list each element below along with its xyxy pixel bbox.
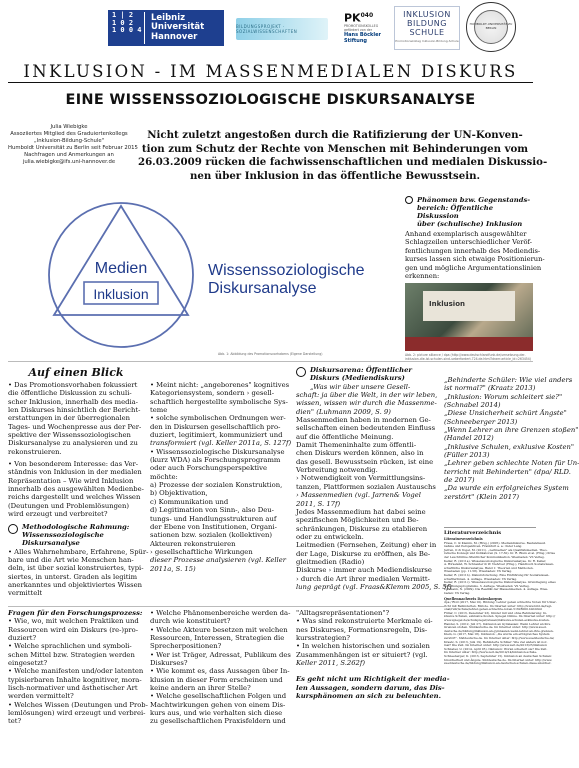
ibs-title-line: BILDUNG bbox=[406, 19, 447, 28]
text-line: der Ebene von Institutionen, Organi- bbox=[150, 522, 277, 531]
text-line: Sprecherpositionen? bbox=[150, 642, 222, 651]
text-line: zu gesellschaftlichen Praxisfeldern und bbox=[150, 717, 286, 726]
heading-line: Diskursanalyse bbox=[22, 539, 80, 548]
source-line: www.spiegel.de/schulspiegel/wissen/inklusive-schulen-exklusive-kosten- bbox=[444, 618, 550, 623]
text-line: erstattungen in der überregionalen bbox=[8, 414, 131, 423]
headline-line: de 2017) bbox=[444, 476, 475, 485]
text-line: reichs dargestellt und welches Wissen bbox=[8, 493, 141, 502]
lower-divider bbox=[8, 606, 444, 607]
ibs-subtitle: Promotionskolleg Inklusion-Bildung-Schule bbox=[395, 39, 459, 43]
text-line: • Welche Phänomenbereiche werden da- bbox=[150, 609, 291, 617]
text-line: • Welches Wissen (Deutungen und Prob- bbox=[8, 700, 148, 709]
logo-digits bbox=[112, 12, 145, 44]
source-line: sueddeutsche.de/bildung/inklusion-an-deutschen-schulen-diese-unsicher- bbox=[444, 661, 552, 666]
pk-line: gefördert von der bbox=[344, 27, 373, 32]
source-line: Schneeberger, K. (2013, September 15). Inklusion an deutschen Schulen: bbox=[444, 654, 552, 658]
heading-line: Diskurs (Mediendiskurs) bbox=[310, 374, 405, 383]
text-line: 2011, S. 17f) bbox=[296, 499, 341, 508]
text-line: Schlagzeilen unterschiedlicher Veröf- bbox=[405, 238, 533, 247]
headline-line: (Schneeberger 2013) bbox=[444, 417, 518, 426]
text-line: Keller 2011, S.262f) bbox=[296, 659, 366, 668]
heading-line: Phänomen bzw. Gegenstands- bbox=[417, 196, 531, 204]
discourse-arena-column bbox=[296, 366, 452, 591]
headline-line: (Handel 2012) bbox=[444, 434, 494, 443]
title-divider bbox=[8, 82, 533, 83]
text-line: tet? bbox=[8, 717, 22, 726]
literature-list bbox=[444, 536, 557, 666]
author-info bbox=[8, 124, 138, 166]
reference-line: baden: VS Verlag. bbox=[444, 590, 471, 595]
source-line: Im Internet unter: http://www.zeit.de/2014/14/inklusion-schule- bbox=[444, 650, 538, 655]
text-line: • Wer ist Träger, Adressat, Publikum des bbox=[150, 650, 291, 659]
source-line: Grenzen stoßen. Süddeutsche.de. Im Internet unter: http://www.sued- bbox=[444, 625, 547, 630]
ibs-title-line: SCHULE bbox=[409, 28, 445, 37]
source-line: mal? Die Zeit. Im Internet unter: http://www.zeit.de/2013/25/inklusion bbox=[444, 643, 547, 648]
text-line: Diskursanalyse zu analysieren und zu bbox=[8, 439, 138, 448]
logo-name-line: Leibniz bbox=[151, 12, 186, 23]
circle-bullet-icon bbox=[405, 196, 413, 204]
heading-line: Wissenssoziologische bbox=[22, 530, 104, 539]
source-line: dpa / RLD (2017, Mai 10). Bildung: Lehrer geben schlechte Noten für Unter- bbox=[444, 600, 557, 605]
source-line: zerstört". Süddeutsche.de. Im Internet unter: http://www.sueddeutsche.de/ bbox=[444, 636, 555, 641]
text-line: • Wie, wo, mit welchen Praktiken und bbox=[8, 617, 139, 626]
logo-name-line: Hannover bbox=[151, 31, 198, 42]
reference-line: schaftlerInnen. 4. Auflage. Wiesbaden: VS Verlag. bbox=[444, 576, 518, 581]
conclusion-line: Es geht nicht um Richtigkeit der media- bbox=[296, 675, 450, 684]
author-line: Humboldt Universität zu Berlin seit Februar 2015 bbox=[8, 145, 138, 151]
photo-caption: Abb. 2: picture alliance / dpa (http://www.deutschlandfunk.de/umsetzung-der-inklusion-die-ist-schulen-sind-ueberfordert.724.de.html?dram:article_id=263454) bbox=[405, 353, 531, 361]
text-line: kursstrategien? bbox=[296, 634, 351, 643]
text-line: Diskurse › immer auch Mediendiskurse bbox=[296, 566, 432, 575]
text-line: den in Diskursen gesellschaftlich pro- bbox=[150, 422, 281, 431]
logo-digit-line: 1 | 2 bbox=[112, 11, 134, 19]
photo-floor bbox=[405, 337, 533, 351]
text-line: duziert? bbox=[8, 634, 37, 643]
text-line: › Massenmedien (vgl. Jarren& Vogel bbox=[296, 491, 421, 500]
phenomenon-block bbox=[405, 196, 545, 281]
headline-line: „Behinderte Schüler: Wie viel anders bbox=[444, 376, 573, 384]
headline-line: zerstört" (Klein 2017) bbox=[444, 492, 520, 501]
humboldt-university-seal bbox=[466, 2, 516, 52]
reference-line: Wiesbaden (pp. 11-58). Wiesbaden: VS Verlag. bbox=[444, 569, 513, 574]
text-line: (kurz WDA) als Forschungsprogramm bbox=[150, 456, 281, 465]
author-name: Julia Wiebigke bbox=[50, 124, 88, 130]
phenomenon-heading bbox=[405, 196, 533, 228]
text-line: • In welchen historischen und sozialen bbox=[296, 642, 430, 651]
text-line: möchte: bbox=[150, 472, 178, 481]
text-line: • Alles Wahrnehmbare, Erfahrene, Spür- bbox=[8, 547, 149, 556]
text-line: nes Diskurses, Formationsregeln, Dis- bbox=[296, 625, 428, 634]
headline-line: (Füller 2013) bbox=[444, 451, 490, 460]
poster-subtitle: EINE WISSENSSOZIOLOGISCHE DISKURSANALYSE bbox=[65, 92, 476, 108]
author-email[interactable]: julia.wiebigke@ifs.uni-hannover.de bbox=[22, 159, 116, 165]
reference-line: Keller, R. (2011a). Wissenssoziologische Diskursanalyse. In: R. Keller, bbox=[444, 558, 547, 563]
diagram-label-medien: Medien bbox=[94, 260, 148, 277]
text-line: schränkungen, Diskurse zu etablieren bbox=[296, 524, 428, 533]
text-line: tungs- und Handlungsstrukturen auf bbox=[150, 514, 277, 523]
text-line: › gesellschaftliche Wirkungen bbox=[150, 547, 253, 556]
text-line: › durch die Art ihrer medialen Vermitt- bbox=[296, 574, 430, 583]
reference-line: retische Konzept und Indikatoren (S. 17-30). In: R. Blum et al. (Hrsg.) Krise bbox=[444, 551, 556, 556]
text-line: chen Diskurs werden können, also in bbox=[296, 449, 424, 458]
diagram-label-wda-1: Wissenssoziologische bbox=[208, 262, 365, 279]
source-line: Füller, C. (2013, Dezember 23). Kinder mit und ohne Behinderung: In- bbox=[444, 610, 548, 615]
intro-line: nen über Inklusion in das öffentliche Bewusstsein. bbox=[189, 169, 481, 182]
text-line: • Welche manifesten und/oder latenten bbox=[8, 667, 144, 676]
text-line: Damit Themeninhalte zum öffentli- bbox=[296, 441, 417, 450]
text-line: eingesetzt? bbox=[8, 659, 48, 668]
text-line: erkennen: bbox=[405, 272, 440, 281]
text-line: teme bbox=[150, 406, 168, 415]
text-line: b) Objektivation, bbox=[150, 489, 208, 498]
text-line: oder auch Forschungsperspektive bbox=[150, 464, 267, 473]
headline-line: „Inklusion: Worum schleitert sie?" bbox=[444, 392, 563, 401]
intro-line: Nicht zuletzt angestoßen durch die Ratifizierung der UN-Konven- bbox=[147, 129, 523, 141]
research-questions-column bbox=[8, 609, 148, 726]
conclusion-line: len Aussagen, sondern darum, das Dis- bbox=[296, 683, 445, 692]
headline-line: „Lehrer geben schlechte Noten für Un- bbox=[444, 459, 579, 468]
reference-line: Jarren, O & Vogel, M. (2011). „Leitmedien" als Qualitätsmedien. Theo- bbox=[444, 547, 548, 552]
text-line: spezifischen Möglichkeiten und Be- bbox=[296, 516, 419, 525]
methodology-heading bbox=[8, 523, 144, 548]
text-line: Diskurses? bbox=[150, 659, 188, 668]
heading-line: über (schulische) Inklusion bbox=[417, 220, 523, 228]
text-line: vermittelt bbox=[8, 589, 43, 598]
text-line: • Von besonderem Interesse: das Ver- bbox=[8, 460, 139, 469]
intro-statement bbox=[138, 129, 548, 183]
reference-line: schaftliche Diskursanalyse. Band 1: Theorien und Methoden. bbox=[444, 565, 534, 570]
text-line: Zusammenhängen ist er situiert? (vgl. bbox=[296, 650, 428, 659]
photo-banner bbox=[423, 291, 515, 321]
headline-line: terricht mit Behinderten" (dpa/ RLD. bbox=[444, 467, 571, 476]
source-line: richt mit Behinderten. Bild.de. Im Internet unter: http://www.bild.de/regi- bbox=[444, 603, 553, 608]
text-line: wird erzeugt und verbreitet? bbox=[8, 510, 108, 519]
research-questions-column-2 bbox=[150, 609, 290, 726]
overview-column bbox=[8, 381, 149, 598]
text-line: lemlösungen) wird erzeugt und verbrei- bbox=[8, 709, 146, 718]
text-line: len Diskurses hinsichtlich der Bericht- bbox=[8, 406, 141, 415]
text-line: • solche symbolischen Ordnungen wer- bbox=[150, 414, 286, 423]
text-line: sationen bzw. sozialen (kollektiven) bbox=[150, 531, 273, 540]
literature-subheading: Quellennachweis Datenkorpus bbox=[444, 596, 502, 601]
promotionskolleg-logo bbox=[344, 10, 384, 48]
text-line bbox=[296, 667, 444, 675]
diagram-caption: Abb. 1: Abbildung des Promotionsvorhabens (Eigene Darstellung) bbox=[218, 352, 323, 356]
text-line: anerkanntes und objektiviertes Wissen bbox=[8, 580, 142, 589]
text-line: ständnis von Inklusion in der medialen bbox=[8, 468, 142, 477]
seal-text: HUMBOLDT-UNIVERSITÄT ZU BERLIN bbox=[469, 22, 513, 30]
literature-heading: Literaturverzeichnis bbox=[444, 527, 536, 536]
text-line: schen Mittel bzw. Strategien werden bbox=[8, 650, 135, 659]
text-line: rekonstruieren. bbox=[8, 447, 62, 456]
pk-mark bbox=[344, 10, 384, 24]
text-line: kurs aus, und wie verhalten sich diese bbox=[150, 709, 283, 718]
text-line: keine andern an ihrer Stelle? bbox=[150, 684, 251, 693]
text-line: Akteuren rekonstruieren bbox=[150, 539, 236, 548]
headline-line: (Schnabel 2014) bbox=[444, 401, 501, 410]
source-line: Kraatz, S. (2013, Juni 19). Behinderte Schüler: Wie viel anders ist nor- bbox=[444, 639, 548, 644]
quote-line: „Was wir über unsere Gesell- bbox=[310, 382, 411, 391]
text-line: gen und mögliche Argumentationslinien bbox=[405, 263, 542, 272]
text-line: • Meint nicht: „angeborenes" kognitives bbox=[150, 381, 290, 389]
text-line: • Was sind rekonstruierte Merkmale ei- bbox=[296, 617, 433, 626]
research-questions-heading: Fragen für den Forschungsprozess: bbox=[8, 609, 143, 617]
reference-line: Keller, R. (2011c). Wissenssoziologische Diskursanalyse. Grundlegung eines bbox=[444, 580, 556, 585]
text-line: die öffentliche Diskussion zu schuli- bbox=[8, 389, 132, 398]
text-line: spektive der Wissenssoziologischen bbox=[8, 431, 131, 440]
headline-line: „Diese Unsicherheit schürt Ängste" bbox=[444, 409, 567, 418]
text-line: Ressourcen, Interessen, Strategien die bbox=[150, 634, 285, 643]
text-line: dieser Prozesse analysieren (vgl. Keller bbox=[150, 556, 287, 565]
pk-text: PK bbox=[344, 11, 361, 25]
text-line: typisierbaren Inhalte kognitiver, mora- bbox=[8, 675, 142, 684]
headline-line: „Inklusive Schulen, exklusive Kosten" bbox=[444, 442, 574, 451]
author-line: „Inklusion-Bildung-Schule" bbox=[33, 138, 105, 144]
literature-subheading: Literaturverzeichnis bbox=[444, 537, 483, 541]
text-line: Anhand exemplarisch ausgewählter bbox=[405, 230, 527, 238]
circle-bullet-icon bbox=[296, 367, 306, 377]
pk-line: Hans Böckler bbox=[344, 31, 381, 38]
reference-line: A. Hirseland, W. Schneider & W. Viehöver (Hrsg.), Handbuch Sozialwissen- bbox=[444, 562, 555, 567]
text-line: Tages- und Wochenpresse aus der Per- bbox=[8, 422, 142, 431]
text-line: • Das Promotionsvorhaben fokussiert bbox=[8, 381, 138, 389]
text-line: das gesell. Bewusstsein rücken, ist eine bbox=[296, 457, 434, 466]
heading-line: bereich: Öffentliche Diskussion bbox=[417, 204, 494, 220]
discourse-arena-heading bbox=[296, 366, 448, 383]
photo-banner-text: Inklusion bbox=[429, 300, 465, 308]
source-line: onal/ruhr/schule/lehrer-geben-schlechte-noten-51628000.bild.html bbox=[444, 607, 543, 612]
conclusion-line: kursphänomen an sich zu beleuchten. bbox=[296, 692, 441, 701]
text-line: Verbreitung notwendig. bbox=[296, 466, 378, 475]
research-diagram bbox=[26, 200, 396, 350]
text-line: durch wie konstituiert? bbox=[150, 617, 231, 626]
heading-line: Methodologische Rahmung: bbox=[22, 522, 130, 531]
leibniz-university-logo bbox=[108, 10, 224, 46]
reference-line: nahme und Perspektiven. Frankfurt a. a.: Peter Lang. bbox=[444, 544, 523, 549]
research-questions-column-3 bbox=[296, 609, 450, 701]
logo-name bbox=[151, 14, 204, 43]
text-line: sellschaften einen bedeutenden Einfluss bbox=[296, 424, 436, 433]
logo-digit-line: 1 0 2 bbox=[112, 18, 134, 27]
text-line: bare und die Art wie Menschen han- bbox=[8, 555, 134, 564]
circle-bullet-icon bbox=[8, 524, 18, 534]
text-line: • Welche sprachlichen und symboli- bbox=[8, 642, 132, 651]
section-divider bbox=[8, 361, 533, 362]
quote-line: wissen, wissen wir durch die Massenme- bbox=[296, 399, 437, 408]
text-line: Ressourcen wird ein Diskurs (re-)pro- bbox=[8, 625, 139, 634]
reference-line: der Leuchtürme öffentlicher Kommunikation. Wiesbaden: VS Verlag. bbox=[444, 554, 545, 559]
poster-title: INKLUSION - IM MASSENMEDIALEN DISKURS bbox=[23, 62, 518, 81]
logo-digit-line: 1 0 0 4 bbox=[112, 26, 142, 34]
pk-line: Stiftung bbox=[344, 37, 367, 44]
pk-line: PROMOTIONSKOLLEG bbox=[344, 23, 379, 28]
text-line: (Deutungen und Problemlösungen) bbox=[8, 501, 129, 510]
headline-line: ist normal?" (Kraatz 2013) bbox=[444, 384, 536, 393]
headline-line: „Da wurde ein erfolgreiches System bbox=[444, 484, 569, 493]
text-line: kurses lassen sich etwaige Positionierun- bbox=[405, 255, 545, 264]
text-line: oder zu entwickeln. bbox=[296, 532, 364, 541]
text-line: Leitmedien (Fernsehen, Zeitung) eher in bbox=[296, 541, 437, 550]
text-line: schaftlich hergestellte symbolische Sys- bbox=[150, 397, 288, 406]
source-line: klusive Schulen, exklusive Kosten. Spiegel Online. Im Internet unter: http:// bbox=[444, 614, 556, 619]
author-line: Assoziiertes Mitglied des Graduiertenkollegs bbox=[10, 131, 128, 137]
text-line: • Wissenssoziologische Diskursanalyse bbox=[150, 447, 285, 456]
text-line: siertes, in unterst. Graden als legitim bbox=[8, 572, 138, 581]
overview-heading: Auf einen Blick bbox=[28, 366, 124, 379]
reference-line: Fraas, C. & Klemm, M. (Hrsg.) (2005). Mediendiskurse. Bestandsauf- bbox=[444, 540, 546, 545]
text-line: • Wie kommt es, dass Aussagen über In- bbox=[150, 667, 290, 676]
intro-line: tion zum Schutz der Rechte von Menschen mit Behinderungen vom bbox=[141, 142, 529, 155]
text-line: › Notwendigkeit von Vermittlungsins- bbox=[296, 474, 426, 483]
diagram-label-inklusion: Inklusion bbox=[93, 286, 149, 302]
source-line: Unsicherheit und Ängste. Süddeutsche.de. Im Internet unter: http://www. bbox=[444, 657, 553, 662]
text-line: • Welche gesellschaftlichen Folgen und bbox=[150, 692, 287, 701]
headlines-column bbox=[444, 376, 579, 501]
source-line: Handel, S. (2012, Juli 27). Inklusion an Gymnasien: Wenn Lehrer an ihre bbox=[444, 621, 551, 626]
reference-line: Forschungsprogramms. 3. Auflage. Wiesbaden: VS Verlag. bbox=[444, 583, 530, 588]
quote-line: schaft: ja über die Welt, in der wir leben, bbox=[296, 391, 438, 400]
text-line: 2011a, S. 15) bbox=[150, 564, 196, 573]
text-line: Repräsentation – Wie wird Inklusion bbox=[8, 476, 134, 485]
inclusion-photo bbox=[405, 283, 533, 351]
text-line: scher Inklusion, innerhalb des media- bbox=[8, 397, 138, 406]
source-line: Schnabel, U. (2014, April 05). Inklusion: Woran scheitert sie? Die Zeit. bbox=[444, 646, 548, 651]
author-line: Nachfragen und Anmerkungen an bbox=[24, 152, 114, 158]
text-line: duziert, legitimiert, kommuniziert und bbox=[150, 431, 283, 440]
diagram-label-wda-2: Diskursanalyse bbox=[208, 280, 317, 297]
wda-column bbox=[150, 381, 290, 573]
pk-number: 040 bbox=[360, 12, 374, 19]
text-line: d) Legitimation von Sinn-, also Deu- bbox=[150, 506, 274, 515]
text-line: fentlichungen innerhalb des Mediendis- bbox=[405, 246, 541, 255]
reference-line: Luhmann, N. (2009). Die Realität der Massenmedien. 4. Auflage. Wies- bbox=[444, 587, 549, 592]
text-line: werden vermittelt? bbox=[8, 692, 74, 701]
text-line: Massenmedien haben in modernen Ge- bbox=[296, 416, 431, 425]
text-line: lung geprägt (vgl. Fraas&Klemm 2005, S. 5f) bbox=[296, 582, 452, 591]
source-line: Klein, G. (2017, Mai 18). Inklusion: „Da wurde ein erfolgreiches System bbox=[444, 632, 550, 637]
text-line: • Welche Akteure besetzen mit welchen bbox=[150, 625, 288, 634]
quote-line: dien" (Luhmann 2009, S. 9) bbox=[296, 407, 391, 416]
text-line: deln, ist über sozial konstruiertes, typi- bbox=[8, 564, 144, 573]
intro-line: 26.03.2009 rücken die fachwissenschaftlichen und medialen Diskussio- bbox=[138, 156, 548, 168]
text-line: Jedes Massenmedium hat dabei seine bbox=[296, 507, 426, 516]
phenomenon-text bbox=[405, 230, 545, 281]
text-line: tanzen, Plattformen sozialen Austauschs bbox=[296, 482, 436, 491]
ibs-title-line: INKLUSION bbox=[403, 10, 451, 19]
source-line: deutsche.de/bildung/inklusion-an-gymnasien-wenn-lehrer-an-ihre-grenzen- bbox=[444, 628, 554, 633]
text-line: a) Prozesse der sozialen Konstruktion, bbox=[150, 481, 283, 490]
text-line: c) Kommunikation und bbox=[150, 497, 229, 506]
inklusion-bildung-schule-logo bbox=[394, 6, 460, 50]
text-line: gleitmedien (Radio) bbox=[296, 557, 365, 566]
text-line: innerhalb des ausgewählten Medienbe- bbox=[8, 485, 144, 494]
reference-line: Keller, R. (2011b). Diskursforschung. Eine Einführung für Sozialwissen- bbox=[444, 572, 550, 577]
text-line: transformiert (vgl. Keller 2011a, S. 127f) bbox=[150, 439, 292, 448]
text-line: "Alltagsrepräsentationen"? bbox=[296, 609, 390, 617]
text-line: der Lage, Diskurse zu eröffnen, als Be- bbox=[296, 549, 431, 558]
logo-name-line: Universität bbox=[151, 22, 205, 33]
text-line: Machtwirkungen gehen von einem Dis- bbox=[150, 700, 286, 709]
text-line: auf die öffentliche Meinung. bbox=[296, 432, 394, 441]
network-logo: BILDUNGSPROJEKT · SOZIALWISSENSCHAFTEN bbox=[236, 18, 328, 40]
text-line: klusion in dieser Form erscheinen und bbox=[150, 675, 283, 684]
text-line: lisch-normativer und ästhetischer Art bbox=[8, 684, 138, 693]
text-line: Kategoriensystem, sondern › gesell- bbox=[150, 389, 275, 398]
headline-line: „Wenn Lehrer an ihre Grenzen stoßen" bbox=[444, 426, 579, 435]
heading-line: Diskursarena: Öffentlicher bbox=[310, 366, 412, 374]
